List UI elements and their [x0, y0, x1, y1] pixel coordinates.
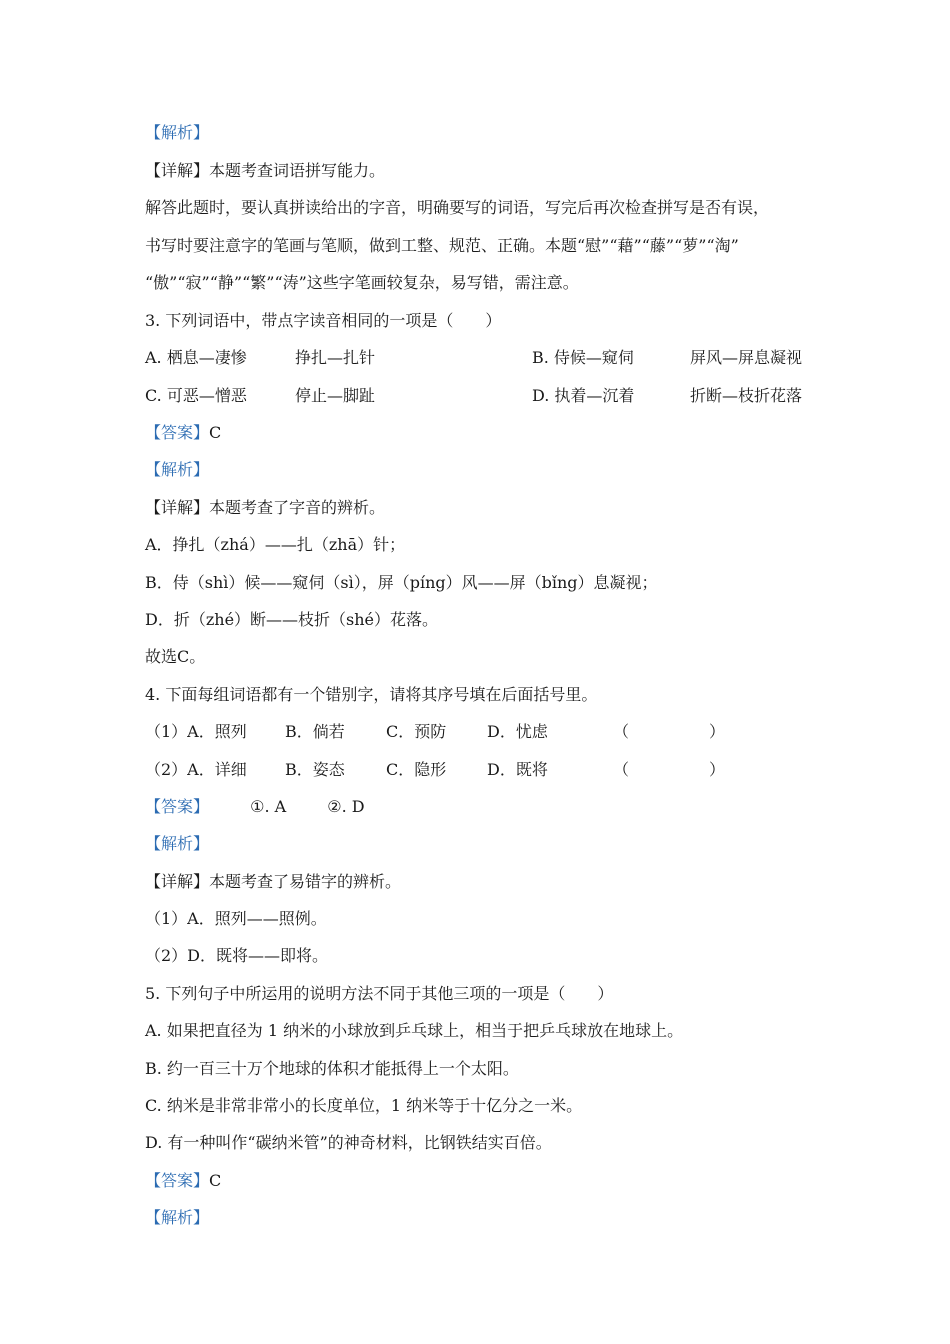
- answer-value-2: ②. D: [327, 797, 365, 816]
- option-c: C. 纳米是非常非常小的长度单位，1 纳米等于十亿分之一米。: [145, 1096, 583, 1115]
- conclusion-line: 故选C。: [145, 647, 206, 666]
- detail-line: 【详解】本题考查了字音的辨析。: [145, 498, 386, 517]
- answer-value: C: [209, 423, 222, 442]
- row-2-option-d: D．既将: [487, 760, 548, 779]
- row-1-option-d: D．忧虑: [487, 722, 548, 741]
- question-3-stem: 3. 下列词语中，带点字读音相同的一项是（ ）: [145, 311, 502, 330]
- row-1-option-a: （1）A．照列: [145, 722, 247, 741]
- option-a: A. 栖息—凄惨: [145, 348, 247, 367]
- row-2-option-a: （2）A．详细: [145, 760, 247, 779]
- explanation-line: （2）D．既将——即将。: [145, 946, 329, 965]
- paragraph-line: 解答此题时，要认真拼读给出的字音，明确要写的词语，写完后再次检查拼写是否有误，: [145, 198, 770, 217]
- option-a-pair: 挣扎—扎针: [295, 348, 376, 367]
- option-d: D. 有一种叫作“碳纳米管”的神奇材料，比钢铁结实百倍。: [145, 1133, 552, 1152]
- answer-tag: 【答案】: [145, 423, 210, 442]
- analysis-tag: 【解析】: [145, 1208, 210, 1227]
- row-2-option-b: B．姿态: [285, 760, 345, 779]
- detail-line: 【详解】本题考查词语拼写能力。: [145, 161, 386, 180]
- row-1-answer-blank: （ ）: [613, 722, 726, 741]
- detail-line: 【详解】本题考查了易错字的辨析。: [145, 872, 402, 891]
- explanation-line: D．折（zhé）断——枝折（shé）花落。: [145, 610, 439, 629]
- paragraph-line: “傲”“寂”“静”“繁”“涛”这些字笔画较复杂，易写错，需注意。: [145, 273, 579, 292]
- option-d-pair: 折断—枝折花落: [690, 386, 803, 405]
- answer-line: [145, 423, 221, 443]
- explanation-line: （1）A．照列——照例。: [145, 909, 327, 928]
- answer-tag: 【答案】: [145, 797, 210, 816]
- paragraph-line: 书写时要注意字的笔画与笔顺，做到工整、规范、正确。本题“慰”“藉”“藤”“萝”“淘”: [145, 236, 739, 255]
- answer-value: C: [209, 1171, 222, 1190]
- option-b-pair: 屏风—屏息凝视: [690, 348, 803, 367]
- option-a: A. 如果把直径为 1 纳米的小球放到乒乓球上，相当于把乒乓球放在地球上。: [145, 1021, 684, 1040]
- answer-value-1: ①. A: [250, 797, 287, 816]
- option-b: B. 约一百三十万个地球的体积才能抵得上一个太阳。: [145, 1059, 519, 1078]
- row-2-option-c: C．隐形: [386, 760, 447, 779]
- analysis-tag: 【解析】: [145, 460, 210, 479]
- analysis-tag: 【解析】: [145, 834, 210, 853]
- row-1-option-b: B．倘若: [285, 722, 345, 741]
- analysis-tag: 【解析】: [145, 123, 210, 142]
- question-4-stem: 4. 下面每组词语都有一个错别字，请将其序号填在后面括号里。: [145, 685, 598, 704]
- option-b: B. 侍候—窥伺: [532, 348, 634, 367]
- answer-line: [145, 1171, 221, 1191]
- row-1-option-c: C．预防: [386, 722, 447, 741]
- explanation-line: B．侍（shì）候——窥伺（sì），屏（píng）风——屏（bǐng）息凝视；: [145, 573, 658, 592]
- option-c-pair: 停止—脚趾: [295, 386, 376, 405]
- explanation-line: A．挣扎（zhá）——扎（zhā）针；: [145, 535, 406, 554]
- answer-line: [145, 797, 365, 817]
- option-d: D. 执着—沉着: [532, 386, 635, 405]
- option-c: C. 可恶—憎恶: [145, 386, 247, 405]
- answer-tag: 【答案】: [145, 1171, 210, 1190]
- question-5-stem: 5. 下列句子中所运用的说明方法不同于其他三项的一项是（ ）: [145, 984, 614, 1003]
- row-2-answer-blank: （ ）: [613, 760, 726, 779]
